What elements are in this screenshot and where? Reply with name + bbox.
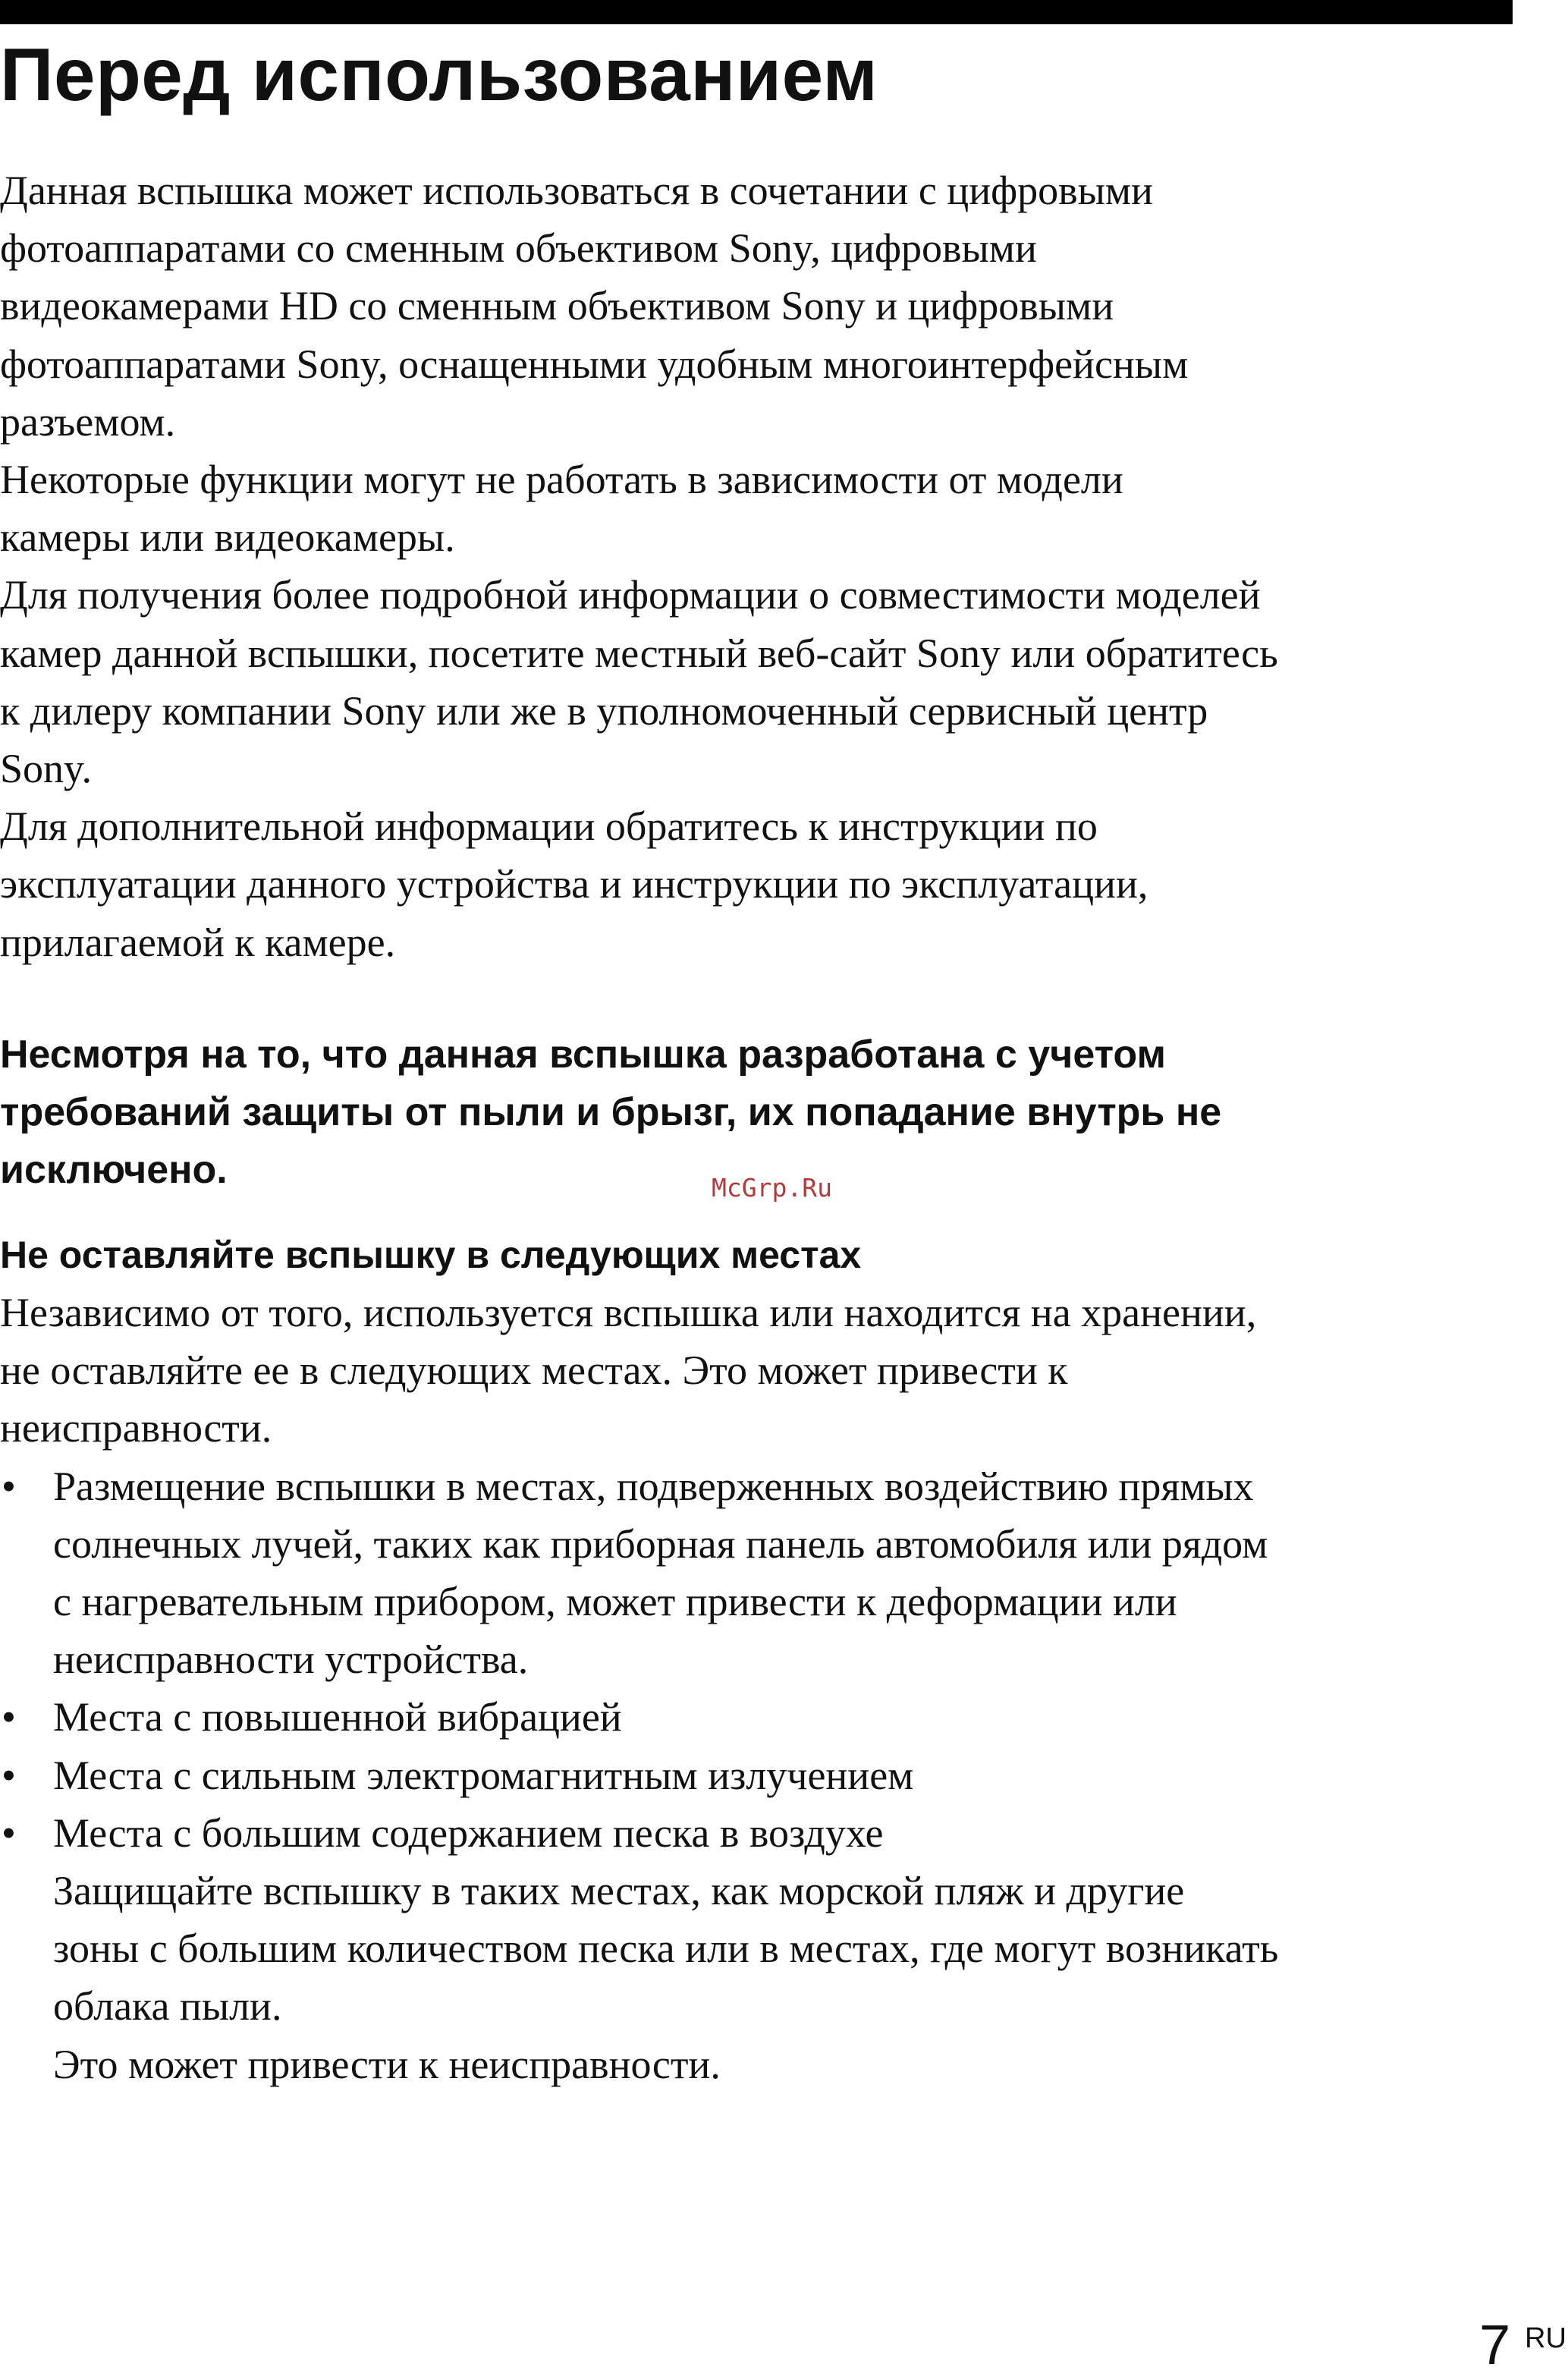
top-rule [0, 0, 1513, 24]
warning-line: исключено. [0, 1148, 228, 1192]
intro-line: фотоаппаратами Sony, оснащенными удобным многоинтерфейсным [0, 341, 1189, 387]
intro-line: Sony. [0, 746, 93, 792]
list-item [0, 1747, 1517, 1804]
intro-line: Для дополнительной информации обратитесь к инструкции по [0, 803, 1098, 850]
page-title: Перед использованием [0, 33, 878, 116]
bullet-line: солнечных лучей, таких как приборная панель автомобиля или рядом [53, 1520, 1268, 1567]
list-item [0, 1688, 1517, 1746]
bullet-line: Места с большим содержанием песка в воздухе [53, 1809, 884, 1856]
bullet-dot: • [2, 1752, 16, 1798]
section-intro-line: Независимо от того, используется вспышка или находится на хранении, [0, 1290, 1257, 1335]
intro-line: Данная вспышка может использоваться в сочетании с цифровыми [0, 168, 1153, 213]
intro-line: Некоторые функции могут не работать в зависимости от модели [0, 457, 1123, 503]
warning-line: Несмотря на то, что данная вспышка разработана с учетом [0, 1033, 1166, 1077]
intro-line: прилагаемой к камере. [0, 919, 396, 965]
intro-line: к дилеру компании Sony или же в уполномоченный сервисный центр [0, 687, 1208, 734]
bullet-line: Размещение вспышки в местах, подверженных воздействию прямых [53, 1463, 1254, 1509]
placement-section [0, 1284, 1517, 2093]
bullet-dot: • [2, 1694, 16, 1740]
page-language: RU [1525, 2322, 1566, 2354]
warning-line: требований защиты от пыли и брызг, их попадание внутрь не [0, 1090, 1222, 1134]
bullet-line: с нагревательным прибором, может привести к деформации или [53, 1579, 1177, 1625]
list-item [0, 1457, 1517, 1689]
intro-line: разъемом. [0, 398, 176, 445]
bullet-dot: • [2, 1463, 16, 1509]
watermark: McGrp.Ru [712, 1173, 832, 1203]
section-intro-line: не оставляйте ее в следующих местах. Это может привести к [0, 1347, 1068, 1394]
list-item [0, 1804, 1517, 2093]
bullet-line: зоны с большим количеством песка или в местах, где могут возникать [53, 1926, 1279, 1972]
intro-line: эксплуатации данного устройства и инструкции по эксплуатации, [0, 861, 1149, 907]
bullet-list [0, 1457, 1517, 2093]
bullet-line: Места с повышенной вибрацией [53, 1694, 622, 1740]
section-heading: Не оставляйте вспышку в следующих местах [0, 1234, 862, 1276]
section-intro-line: неисправности. [0, 1405, 272, 1451]
intro-line: Для получения более подробной информации о совместимости моделей [0, 572, 1261, 618]
bullet-line: неисправности устройства. [53, 1637, 529, 1683]
intro-line: фотоаппаратами со сменным объективом Sony, цифровыми [0, 225, 1037, 272]
intro-text [0, 162, 1517, 971]
bullet-line: Защищайте вспышку в таких местах, как морской пляж и другие [53, 1868, 1185, 1914]
intro-line: камер данной вспышки, посетите местный веб-сайт Sony или обратитесь [0, 630, 1278, 676]
bullet-line: облака пыли. [53, 1983, 282, 2030]
intro-line: видеокамерами HD со сменным объективом Sony и цифровыми [0, 283, 1114, 329]
bullet-line: Места с сильным электромагнитным излучением [53, 1752, 914, 1798]
intro-line: камеры или видеокамеры. [0, 514, 455, 561]
bullet-line: Это может привести к неисправности. [53, 2041, 721, 2087]
page-number: 7 [1479, 2313, 1511, 2376]
bullet-dot: • [2, 1809, 16, 1856]
